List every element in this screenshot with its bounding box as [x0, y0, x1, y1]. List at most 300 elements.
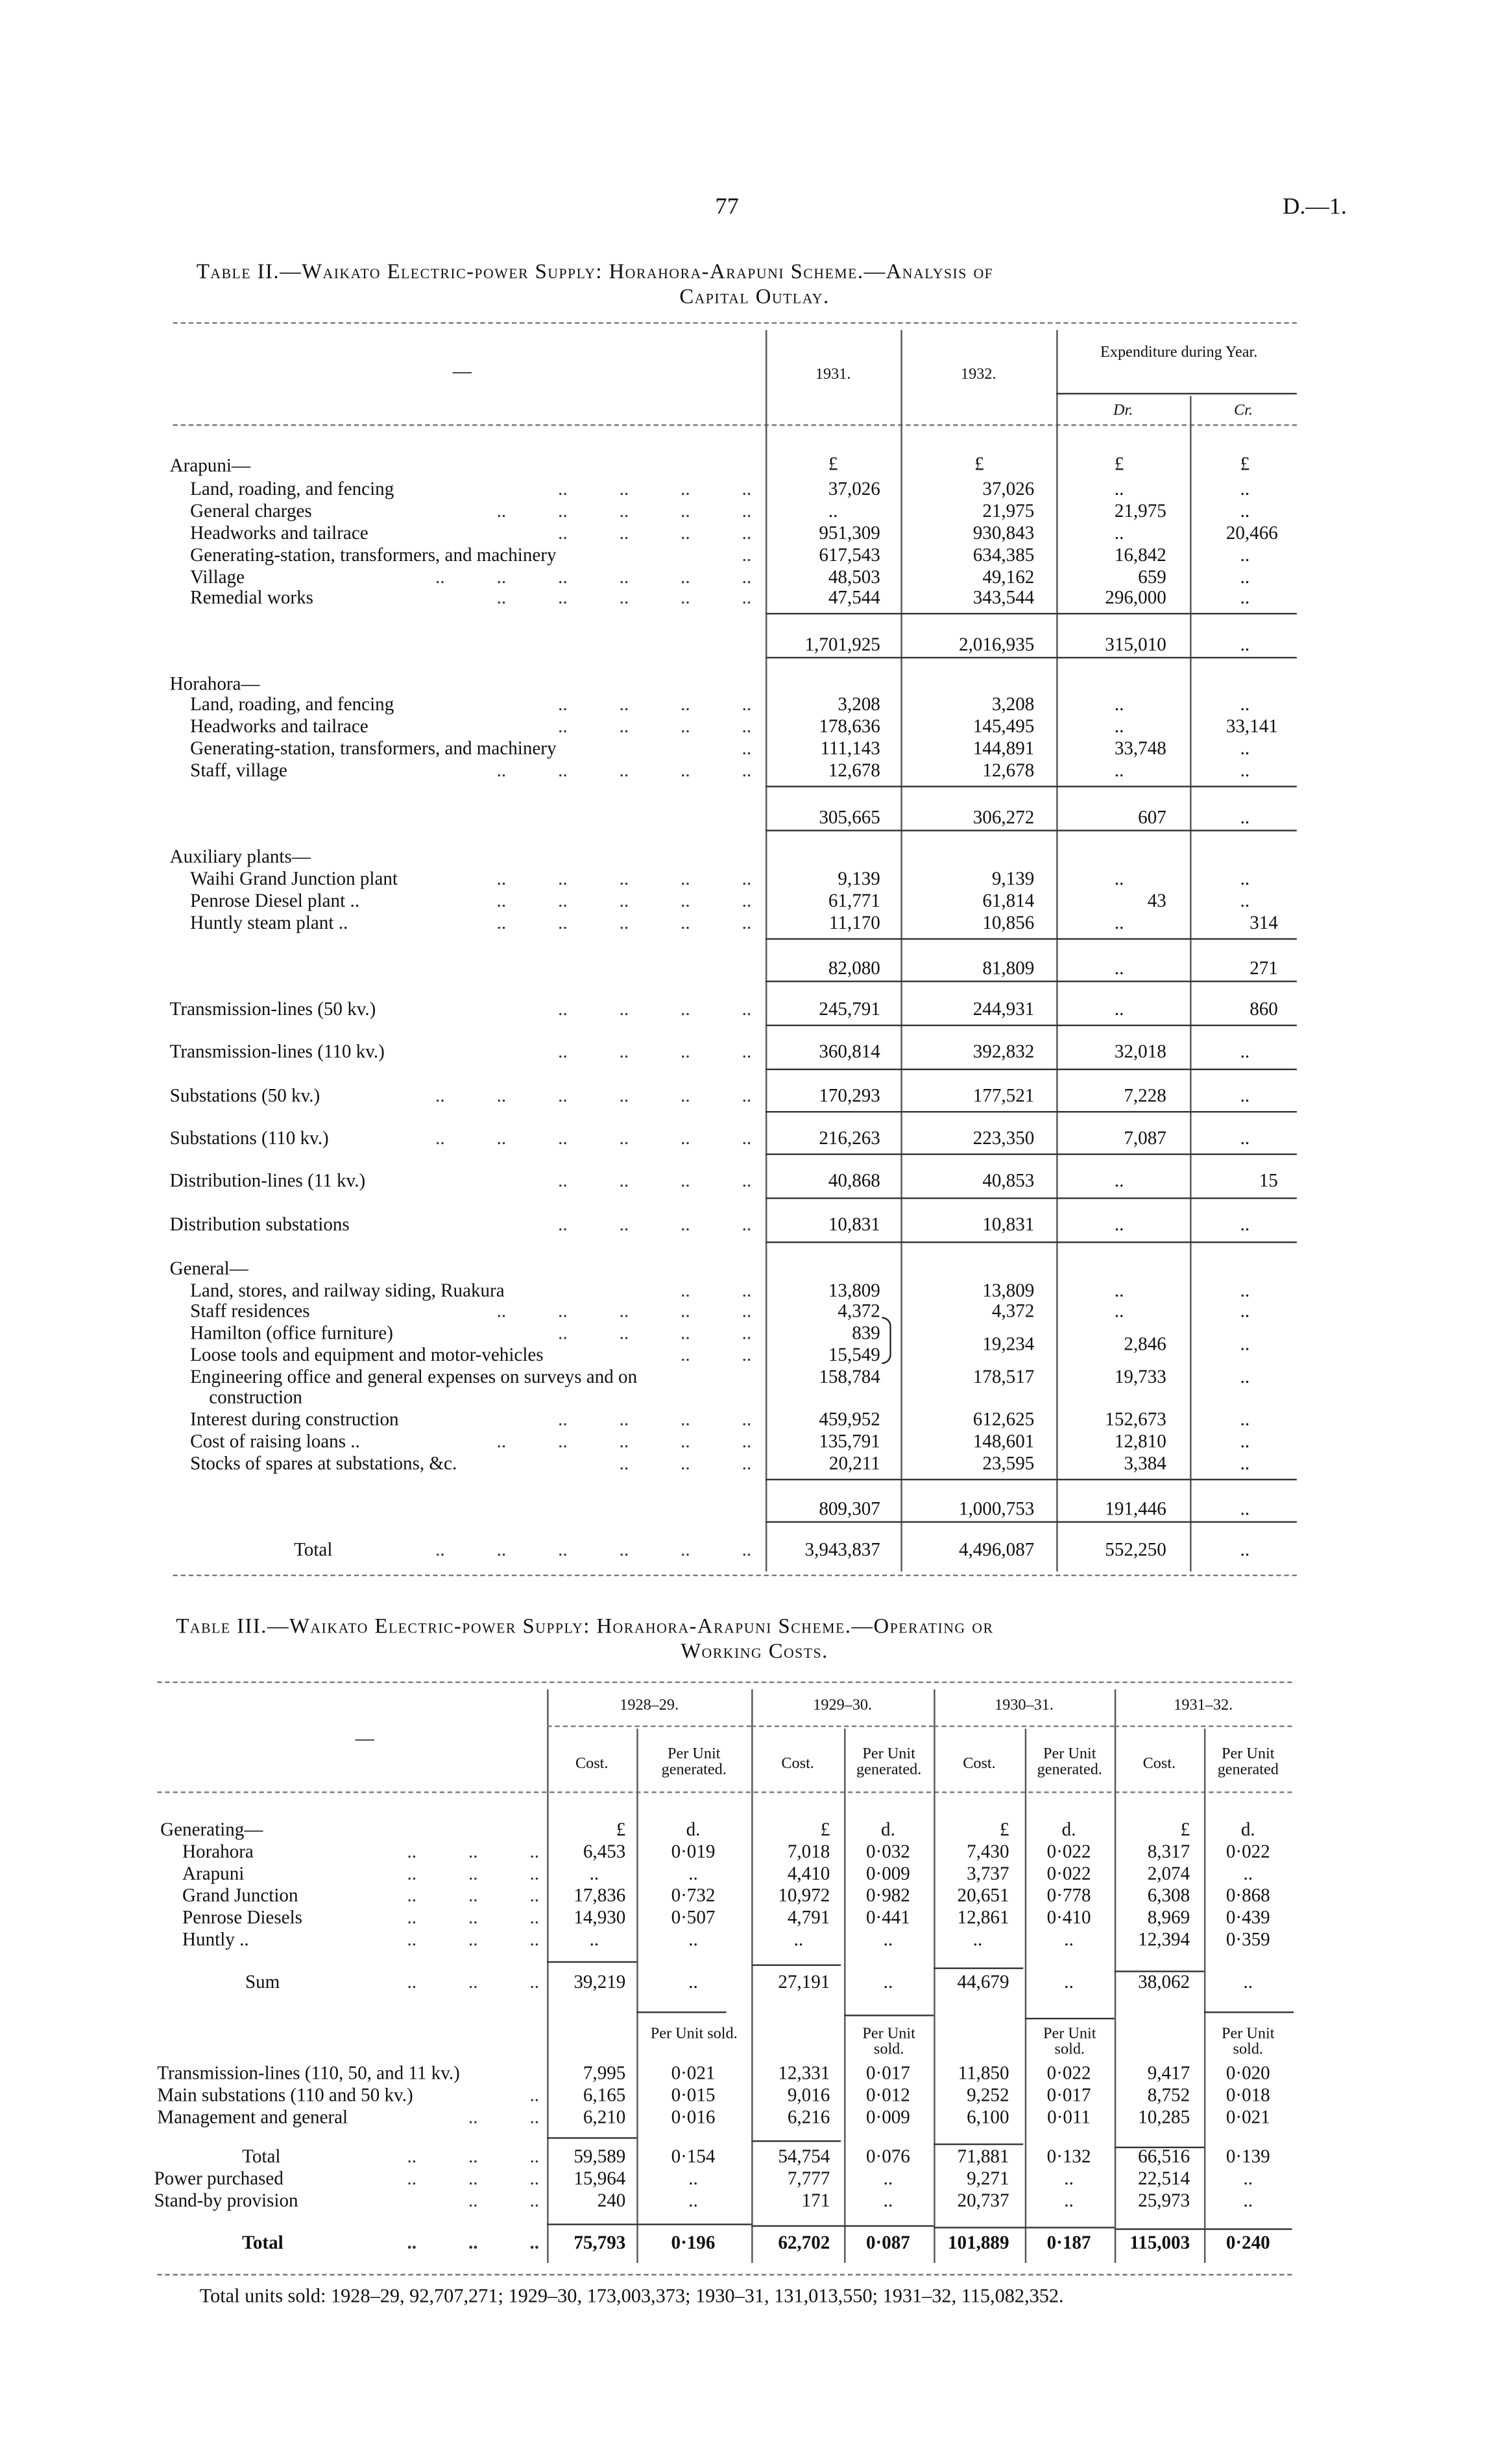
leader-dots: .. .. .. [407, 1970, 540, 1993]
table-row [0, 568, 1509, 588]
cost-value: 7,995 [583, 2061, 626, 2084]
table-row [0, 1345, 1509, 1365]
sum-rule [1115, 2147, 1204, 2148]
cost-value: 75,793 [573, 2231, 626, 2254]
year-header: 1928–29. [620, 1697, 679, 1715]
cost-header: Cost. [781, 1755, 814, 1773]
cost-value: 25,973 [1138, 2189, 1190, 2212]
table-row [0, 717, 1509, 737]
cost-value: 115,003 [1129, 2231, 1190, 2254]
cell-value: .. [1240, 1407, 1250, 1430]
cost-value: 14,930 [573, 1906, 626, 1928]
sum-rule [547, 1961, 636, 1963]
cell-value: .. [1240, 586, 1250, 608]
per-unit-value: .. [688, 1862, 698, 1885]
table-row [0, 1930, 1509, 1950]
cell-value: .. [828, 499, 838, 522]
per-unit-value: 0·132 [1046, 2145, 1091, 2168]
cost-value: 6,453 [583, 1840, 626, 1863]
cell-value: .. [1114, 957, 1124, 979]
table-row [0, 1842, 1509, 1862]
row-label: Substations (110 kv.) [169, 1127, 329, 1149]
leader-dots: .. .. .. [407, 1840, 540, 1863]
sum-rule [934, 2227, 1115, 2228]
sum-rule [1115, 2229, 1292, 2230]
table-row [0, 1885, 1509, 1906]
leader-dots: .. .. .. .. .. [496, 911, 752, 934]
cell-value: 61,814 [982, 889, 1035, 912]
per-unit-value: 0·196 [671, 2231, 716, 2254]
table-row [0, 2191, 1509, 2211]
cost-value: 12,861 [957, 1906, 1009, 1928]
row-label: Total [294, 1538, 333, 1561]
cell-value: 40,868 [828, 1169, 880, 1191]
row-label: Sum [245, 1970, 280, 1993]
section-rule [766, 1025, 1297, 1026]
cell-value: 7,228 [1124, 1084, 1166, 1106]
cell-value: 81,809 [982, 957, 1035, 979]
leader-dots: .. .. .. .. [558, 1169, 752, 1191]
cell-value: .. [1240, 1538, 1250, 1561]
cell-value: 2,016,935 [958, 633, 1035, 656]
per-unit-value: 0·139 [1225, 2145, 1270, 2168]
cell-value: 12,810 [1114, 1429, 1166, 1452]
row-label: Engineering office and general expenses on surveys and on [190, 1365, 638, 1388]
row-label: Headworks and tailrace [190, 521, 368, 544]
leader-dots: .. .. .. .. .. .. [435, 1538, 752, 1561]
section-rule [766, 657, 1297, 658]
cell-value: 21,975 [1114, 499, 1166, 522]
cell-value: 11,170 [828, 911, 880, 934]
per-unit-value: 0·410 [1046, 1906, 1091, 1928]
cost-value: 10,285 [1138, 2105, 1190, 2128]
per-unit-value: 0·016 [671, 2105, 716, 2128]
table-row [0, 1323, 1509, 1343]
year-header-rule [547, 1725, 751, 1727]
sum-rule [547, 2137, 636, 2138]
cost-value: 6,165 [583, 2083, 626, 2106]
cell-value: 32,018 [1114, 1040, 1166, 1062]
per-unit-value: .. [883, 1928, 893, 1950]
cell-value: .. [1240, 1084, 1250, 1106]
cell-value: 19,733 [1114, 1365, 1166, 1388]
cell-value: 245,791 [819, 998, 880, 1020]
cell-value: 20,466 [1225, 521, 1278, 544]
cost-header: Cost. [963, 1755, 996, 1773]
cost-value: 171 [801, 2189, 830, 2212]
per-unit-value: .. [688, 1928, 698, 1950]
row-label: Transmission-lines (50 kv.) [169, 998, 376, 1020]
cost-value: 6,210 [583, 2105, 626, 2128]
table-row [0, 1820, 1509, 1840]
leader-dots: .. .. .. .. [558, 715, 752, 737]
per-unit-value: d. [1061, 1818, 1076, 1841]
leader-dots: .. .. .. .. [558, 477, 752, 500]
cell-value: 15,549 [828, 1343, 880, 1366]
leader-dots: .. .. .. .. [558, 1407, 752, 1430]
cost-value: 101,889 [948, 2231, 1009, 2254]
currency-unit: £ [1114, 452, 1124, 475]
cost-value: 6,216 [787, 2105, 830, 2128]
row-label: Arapuni— [169, 454, 251, 477]
table-row [0, 501, 1509, 521]
year-header: 1929–30. [813, 1697, 873, 1715]
cell-value: 33,748 [1114, 737, 1166, 760]
cost-value: 7,777 [787, 2167, 830, 2190]
cell-value: 4,372 [991, 1299, 1035, 1322]
cell-value: 48,503 [828, 566, 880, 588]
bracket-brace [882, 1317, 891, 1364]
cell-value: 178,636 [819, 715, 880, 737]
cell-value: 135,791 [819, 1429, 880, 1452]
per-unit-value: 0·017 [866, 2061, 910, 2084]
combined-value: 2,846 [1124, 1332, 1166, 1355]
cell-value: 49,162 [982, 566, 1035, 588]
sum-rule [1025, 2018, 1115, 2019]
row-label: Waihi Grand Junction plant [190, 867, 398, 890]
table-row [0, 2063, 1509, 2083]
per-unit-sold-header: Per Unit sold. [1043, 2026, 1096, 2059]
per-unit-value: 0·868 [1225, 1884, 1270, 1906]
row-label: Cost of raising loans .. [190, 1429, 360, 1452]
cost-value: .. [589, 1928, 599, 1950]
section-rule [766, 1241, 1297, 1243]
table-row [0, 523, 1509, 544]
row-label: Staff residences [190, 1299, 310, 1322]
cell-value: 9,139 [991, 867, 1035, 890]
table-row [0, 1864, 1509, 1884]
cost-value: 6,308 [1147, 1884, 1190, 1906]
cell-value: 10,831 [982, 1213, 1035, 1236]
per-unit-value: 0·240 [1225, 2231, 1270, 2254]
cost-header: Cost. [1142, 1755, 1176, 1773]
cell-value: 177,521 [972, 1084, 1035, 1106]
sum-rule [636, 2011, 726, 2013]
cell-value: 3,208 [991, 693, 1035, 715]
cost-value: 15,964 [573, 2167, 626, 2190]
cost-value: £ [1180, 1818, 1190, 1841]
year-header-rule [1115, 1725, 1292, 1727]
table-row [0, 959, 1509, 979]
cost-value: 2,074 [1147, 1862, 1190, 1885]
per-unit-value: 0·009 [866, 1862, 910, 1885]
row-label: Land, roading, and fencing [190, 693, 394, 715]
table-row [0, 1129, 1509, 1149]
table-row [0, 1387, 1509, 1407]
per-unit-value: 0·187 [1046, 2231, 1091, 2254]
per-unit-value: 0·022 [1046, 2061, 1091, 2084]
cell-value: 296,000 [1105, 586, 1166, 608]
cell-value: .. [1240, 693, 1250, 715]
row-label: Grand Junction [182, 1884, 298, 1906]
per-unit-value: 0·022 [1046, 1862, 1091, 1885]
sum-rule [844, 2015, 934, 2016]
cost-value: £ [820, 1818, 830, 1841]
cell-value: .. [1240, 566, 1250, 588]
cell-value: 43 [1147, 889, 1166, 912]
row-label: Generating-station, transformers, and machinery [190, 737, 557, 760]
cell-value: .. [1240, 1452, 1250, 1474]
row-label: Remedial works [190, 586, 313, 608]
row-label: Staff, village [190, 759, 287, 782]
cell-value: 37,026 [982, 477, 1035, 500]
leader-dots: .. .. .. .. [558, 521, 752, 544]
leader-dots: .. .. .. .. .. .. [435, 1084, 752, 1106]
cell-value: .. [1240, 1040, 1250, 1062]
cell-value: .. [1114, 715, 1124, 737]
per-unit-value: 0·154 [671, 2145, 716, 2168]
table-row [0, 1042, 1509, 1062]
cost-value: 9,252 [967, 2083, 1009, 2106]
per-unit-value: 0·441 [866, 1906, 910, 1928]
table-row [0, 588, 1509, 608]
per-unit-value: .. [1064, 1970, 1074, 1993]
cell-value: 158,784 [819, 1365, 880, 1388]
per-unit-value: 0·021 [1225, 2105, 1270, 2128]
cell-value: .. [1114, 477, 1124, 500]
cell-value: 20,211 [828, 1452, 880, 1474]
cell-value: 809,307 [819, 1498, 880, 1520]
table-row [0, 2233, 1509, 2253]
cell-value: 16,842 [1114, 544, 1166, 566]
leader-dots: .. .. .. [407, 1928, 540, 1950]
cell-value: 216,263 [819, 1127, 880, 1149]
per-unit-generated-header: Per Unit generated [1217, 1745, 1279, 1779]
cell-value: 145,495 [972, 715, 1035, 737]
table-row [0, 1409, 1509, 1429]
table3-title-line2: Working Costs. [681, 1639, 828, 1663]
section-rule [766, 1197, 1297, 1199]
per-unit-value: .. [883, 1970, 893, 1993]
section-rule [766, 1521, 1297, 1522]
cell-value: 612,625 [972, 1407, 1035, 1430]
table-row [0, 545, 1509, 566]
section-rule [766, 785, 1297, 787]
leader-dots: .. .. .. [407, 1884, 540, 1906]
cost-value: 7,430 [967, 1840, 1009, 1863]
row-label: Land, roading, and fencing [190, 477, 394, 500]
cell-value: 12,678 [828, 759, 880, 782]
cost-value: 8,317 [1147, 1840, 1190, 1863]
cell-value: .. [1114, 1169, 1124, 1191]
per-unit-value: 0·732 [671, 1884, 716, 1906]
cell-value: 33,141 [1225, 715, 1278, 737]
row-label: Huntly steam plant .. [190, 911, 348, 934]
leader-dots: .. .. [468, 2105, 540, 2128]
cost-value: .. [793, 1928, 804, 1950]
row-label: Power purchased [154, 2167, 284, 2190]
cell-value: 15 [1259, 1169, 1278, 1191]
cost-value: 3,737 [967, 1862, 1009, 1885]
row-label: Main substations (110 and 50 kv.) [157, 2083, 413, 2106]
table-row [0, 739, 1509, 759]
header-dash: — [452, 359, 472, 382]
per-unit-value: 0·017 [1046, 2083, 1091, 2106]
leader-dots: .. .. .. .. .. .. [435, 1127, 752, 1149]
cost-value: 9,271 [967, 2167, 1009, 2190]
cost-value: .. [589, 1862, 599, 1885]
header-dash: — [355, 1727, 374, 1749]
cell-value: .. [1114, 911, 1124, 934]
row-label: Auxiliary plants— [169, 845, 311, 868]
cell-value: 617,543 [819, 544, 880, 566]
leader-dots: .. .. .. .. .. [496, 1429, 752, 1452]
cell-value: 4,496,087 [958, 1538, 1035, 1561]
leader-dots: .. .. .. .. .. [496, 759, 752, 782]
cell-value: .. [1240, 1498, 1250, 1520]
table-row [0, 2169, 1509, 2189]
section-rule [766, 1153, 1297, 1154]
cost-value: 27,191 [778, 1970, 830, 1993]
table2-title-line2: Capital Outlay. [679, 284, 830, 308]
page-number: 77 [715, 195, 739, 221]
per-unit-value: 0·015 [671, 2083, 716, 2106]
cell-value: 223,350 [972, 1127, 1035, 1149]
column-header-dr: Dr. [1113, 402, 1133, 420]
per-unit-value: 0·076 [866, 2145, 910, 2168]
sum-rule [1115, 1970, 1204, 1972]
leader-dots: .. .. [681, 1343, 752, 1366]
row-label: Land, stores, and railway siding, Ruakura [190, 1279, 505, 1302]
cell-value: 170,293 [819, 1084, 880, 1106]
row-label: Headworks and tailrace [190, 715, 368, 737]
table-row [0, 1086, 1509, 1106]
per-unit-generated-header: Per Unit generated. [1037, 1745, 1102, 1779]
cell-value: .. [1240, 477, 1250, 500]
section-rule [766, 981, 1297, 982]
table-bottom-rule [173, 1575, 1297, 1576]
per-unit-sold-header: Per Unit sold. [862, 2026, 915, 2059]
table-row [0, 452, 1509, 477]
cell-value: 23,595 [982, 1452, 1035, 1474]
cost-value: 8,969 [1147, 1906, 1190, 1928]
column-header-expenditure: Expenditure during Year. [1100, 344, 1258, 362]
cell-value: 178,517 [972, 1365, 1035, 1388]
row-label: Stand-by provision [154, 2189, 298, 2212]
leader-dots: .. .. .. .. [558, 1040, 752, 1062]
cell-value: .. [1240, 1429, 1250, 1452]
section-rule [766, 938, 1297, 939]
table-row [0, 1972, 1509, 1992]
cell-value: 9,139 [838, 867, 880, 890]
per-unit-value: 0·019 [671, 1840, 716, 1863]
total-units-sold-footnote: Total units sold: 1928–29, 92,707,271; 1929–30, 173,003,373; 1930–31, 131,013,550; 1931–32, 115,082,352. [199, 2284, 1064, 2307]
table-row [0, 1259, 1509, 1279]
cost-value: 17,836 [573, 1884, 626, 1906]
per-unit-value: .. [1243, 2167, 1253, 2190]
table-row [0, 1215, 1509, 1235]
table-row [0, 869, 1509, 889]
table-row [0, 1431, 1509, 1452]
row-label: Management and general [157, 2105, 348, 2128]
cost-value: 38,062 [1138, 1970, 1190, 1993]
table2-title: Table II.—Waikato Electric-power Supply: Horahora-Arapuni Scheme.—Analysis of [196, 259, 994, 283]
per-unit-value: d. [881, 1818, 895, 1841]
per-unit-value: .. [1064, 1928, 1074, 1950]
cell-value: .. [1240, 1299, 1250, 1322]
cell-value: 552,250 [1105, 1538, 1166, 1561]
table-row [0, 807, 1509, 828]
leader-dots: .. .. .. .. .. [496, 1299, 752, 1322]
cost-value: 59,589 [573, 2145, 626, 2168]
sum-rule [751, 1965, 841, 1966]
cell-value: 37,026 [828, 477, 880, 500]
table-row [0, 847, 1509, 867]
cell-value: 951,309 [819, 521, 880, 544]
row-label: Penrose Diesels [182, 1906, 302, 1928]
cost-value: 66,516 [1138, 2145, 1190, 2168]
cell-value: 152,673 [1105, 1407, 1166, 1430]
cell-value: 3,208 [838, 693, 880, 715]
cell-value: .. [1240, 1213, 1250, 1236]
table-bottom-rule [157, 2274, 1292, 2275]
leader-dots: .. .. .. [407, 2231, 540, 2254]
cell-value: .. [1240, 806, 1250, 828]
column-header-1931: 1931. [815, 366, 851, 384]
leader-dots: .. .. .. .. [558, 1213, 752, 1236]
table-row [0, 913, 1509, 933]
table-row [0, 761, 1509, 781]
cost-header: Cost. [575, 1755, 609, 1773]
year-header: 1931–32. [1174, 1697, 1233, 1715]
expenditure-header-rule [1056, 393, 1297, 394]
table-row [0, 1367, 1509, 1387]
leader-dots: .. .. .. .. .. [496, 586, 752, 608]
leader-dots: .. [742, 737, 752, 760]
cost-value: 4,791 [787, 1906, 830, 1928]
leader-dots: .. .. .. [407, 1862, 540, 1885]
per-unit-value: 0·022 [1046, 1840, 1091, 1863]
per-unit-value: 0·507 [671, 1906, 716, 1928]
leader-dots: .. .. .. .. .. .. [435, 566, 752, 588]
per-unit-value: d. [686, 1818, 701, 1841]
cell-value: 144,891 [972, 737, 1035, 760]
cell-value: .. [1114, 1213, 1124, 1236]
per-unit-value: 0·087 [865, 2231, 910, 2254]
table-row [0, 2107, 1509, 2127]
cost-value: 10,972 [778, 1884, 830, 1906]
cell-value: .. [1240, 1127, 1250, 1149]
table-row [0, 479, 1509, 499]
row-label: Horahora [182, 1840, 254, 1863]
currency-unit: £ [974, 452, 984, 475]
column-header-1932: 1932. [960, 366, 996, 384]
per-unit-value: 0·009 [866, 2105, 910, 2128]
cell-value: .. [1240, 544, 1250, 566]
row-label: Transmission-lines (110 kv.) [169, 1040, 385, 1062]
cost-value: 11,850 [958, 2061, 1009, 2084]
sum-rule [1204, 2011, 1294, 2013]
section-rule [766, 1111, 1297, 1112]
row-label: Interest during construction [190, 1407, 399, 1430]
cell-value: 4,372 [838, 1299, 880, 1322]
per-unit-value: 0·778 [1046, 1884, 1091, 1906]
cost-value: 54,754 [778, 2145, 830, 2168]
cell-value: .. [1240, 889, 1250, 912]
table-row [0, 1908, 1509, 1928]
leader-dots: .. .. .. .. [558, 998, 752, 1020]
leader-dots: .. .. .. [407, 2167, 540, 2190]
cell-value: 148,601 [972, 1429, 1035, 1452]
per-unit-value: 0·021 [671, 2061, 716, 2084]
leader-dots: .. .. .. .. [558, 693, 752, 715]
column-header-cr: Cr. [1234, 402, 1253, 420]
row-label: Transmission-lines (110, 50, and 11 kv.) [157, 2061, 460, 2084]
section-rule [766, 1069, 1297, 1070]
cell-value: 860 [1249, 998, 1278, 1020]
per-unit-value: d. [1240, 1818, 1255, 1841]
sum-rule [751, 2140, 841, 2142]
